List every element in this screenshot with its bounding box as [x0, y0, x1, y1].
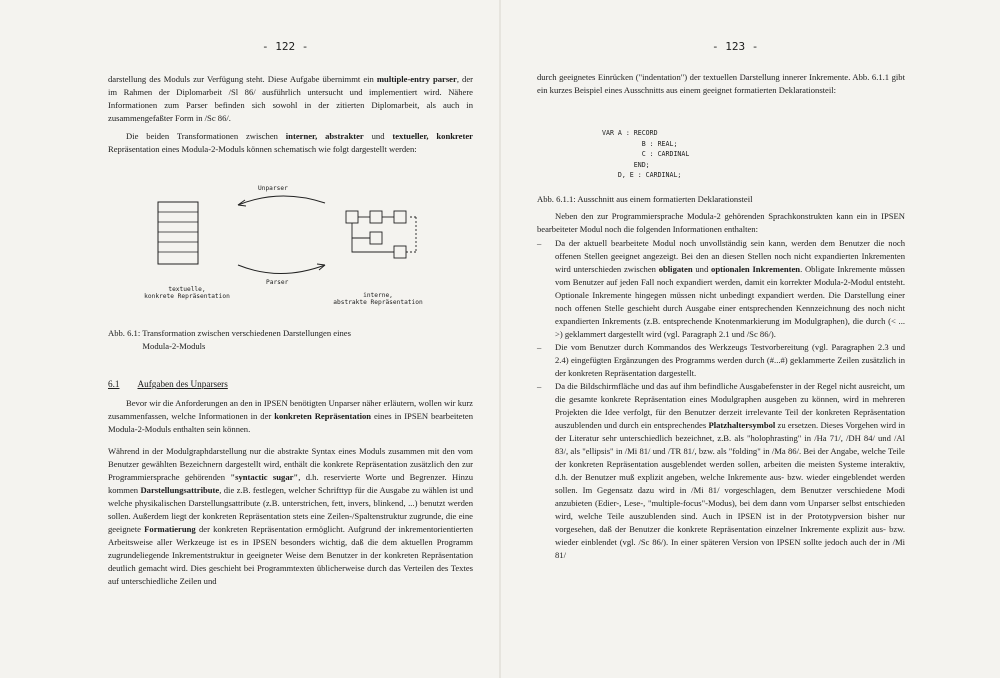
code-example: VAR A : RECORD B : REAL; C : CARDINAL END; D, E : CARDINAL; — [602, 129, 690, 179]
page-number: - 122 - — [262, 40, 309, 53]
textual-representation-label: textuelle, konkrete Repräsentation — [144, 286, 230, 300]
paragraph: Während in der Modulgraphdarstellung nur die abstrakte Syntax eines Moduls zusammen mit den vom Benutzer gewählten Bezeichnern dargestellt wird, enthält die konkrete Repräsentation zusätzlich den zur Programmiersprache gehörenden "syntactic sugar", d.h. reservierte Worte und Begrenzer. Hinzu kommen Darstellungsattribute, die z.B. festlegen, welcher Schrifttyp für die Ausgabe zu wählen ist und welche physikalischen Darstellungsattribute (z.B. unterstrichen, fett, invers, blinkend, ...) benutzt werden sollen. Außerdem liegt der konkreten Repräsentation stets eine Zeilen-/Spaltenstruktur zugrunde, die eine geeignete Formatierung der konkreten Repräsentation ermöglicht. Aufgrund der inkrementorientierten Arbeitsweise aller Werkzeuge ist es in IPSEN besonders wichtig, daß die dem aktuellen Programm zugrundeliegende Inkrementstruktur in geeigneter Weise dem Benutzer in der konkreten Repräsentation deutlich gemacht wird. Dies geschieht bei Programmtexten üblicherweise durch das Verteilen des Textes auf unterschiedliche Zeilen und — [108, 446, 473, 586]
text-lines-icon — [158, 202, 198, 264]
list-item: – Da der aktuell bearbeitete Modul noch unvollständig sein kann, werden dem Benutzer die noch offenen Stellen geeignet angezeigt. Bei den an diesen Stellen noch nicht expandierten Inkrementen wird unterschieden zwischen obligaten und optionalen Inkrementen. Obligate Inkremente müssen vom Benutzer auf jeden Fall noch expandiert werden, damit ein korrekter Modula-2-Modul entsteht. Optionale Inkremente hingegen müssen nicht unbedingt expandiert werden. Die Darstellung einer noch offenen Stelle geschieht durch Ausgabe einer entsprechenden Kennzeichnung des noch nicht expandierten Inkrements (z.B. entsprechende Knotenmarkierung im Modulgraphen), die durch (< ... >) geklammert dargestellt wird (vgl. Paragraph 2.1 und /Sc 86/). — [537, 237, 905, 341]
graph-icon — [346, 211, 416, 258]
section-heading — [108, 379, 246, 389]
paragraph: durch geeignetes Einrücken ("indentation") der textuellen Darstellung innerer Inkremente. Abb. 6.1.1 gibt ein kurzes Beispiel eines Ausschnitts aus einem geeignet formatierten Deklarationsteil: — [537, 72, 905, 95]
unparser-label: Unparser — [258, 185, 288, 192]
bullet-list — [537, 237, 905, 562]
figure-caption: Abb. 6.1.1: Ausschnitt aus einem formatierten Deklarationsteil — [537, 194, 753, 204]
list-item: – Da die Bildschirmfläche und das auf ihm befindliche Ausgabefenster in der Regel nicht ausreicht, um die gesamte konkrete Repräsentation eines Modulgraphen ausgeben zu können, wird in mehreren Projekten die Idee verfolgt, für den Benutzer derzeit irrelevante Teil der konkreten Repräsentation auszublenden und durch ein entsprechendes Platzhaltersymbol zu ersetzen. Dieses Vorgehen wird in der Literatur sehr unterschiedlich bezeichnet, z.B. als "holophrasting" in /Ha 71/, /DH 84/ und /Al 83/, als "ellipsis" in /Mi 81/ und /TR 81/, bzw. als "folding" in /Ma 86/. Bei der Angabe, welche Teile der konkreten Repräsentation ausgeblendet werden sollen, arbeiten die meisten Systeme interaktiv, d.h. der Benutzer muß explizit angeben, welche Inkremente aus- bzw. wieder eingeblendet werden sollen. Im Gegensatz dazu wird in /Mi 81/ vorgeschlagen, dem Benutzer verschiedene Modi anzubieten (Edier-, Lese-, "multiple-focus"-Modus), bei dem dann vom Unparser selbst entschieden wird, welche Teile auszublenden sind. Auch in IPSEN ist in der Prototypversion bisher nur vorgesehen, daß der Benutzer die konkrete Repräsentation einzelner Inkremente explizit aus- bzw. wieder einblendet (vgl. /Sc 86/). In einer späteren Version von IPSEN sollte jedoch auch der in /Mi 81/ — [537, 380, 905, 562]
paragraph: Die beiden Transformationen zwischen interner, abstrakter und textueller, konkreter Repräsentation eines Modula-2-Moduls können schematisch wie folgt dargestellt werden: — [108, 131, 473, 154]
section-number: 6.1 — [108, 379, 120, 389]
unparser-arrow — [238, 196, 325, 205]
page-number: - 123 - — [712, 40, 759, 53]
list-item: – Die vom Benutzer durch Kommandos des Werkzeugs Testvorbereitung (vgl. Paragraphen 2.3 und 2.4) eingefügten Ergänzungen des Programms werden durch (#...#) geklammerte Zeilen zusätzlich in der konkreten Repräsentation dargestellt. — [537, 341, 905, 380]
parser-arrow — [238, 265, 325, 274]
paragraph: Neben den zur Programmiersprache Modula-2 gehörenden Sprachkonstrukten kann ein in IPSEN bearbeiteter Modul noch die folgenden Informationen enthalten: — [537, 211, 905, 234]
figure-caption: Abb. 6.1: Transformation zwischen verschiedenen Darstellungen eines Modula-2-Moduls — [108, 328, 351, 351]
paragraph: Bevor wir die Anforderungen an den in IPSEN benötigten Unparser näher erläutern, wollen wir kurz zusammenfassen, welche Informationen in der konkreten Repräsentation eines in IPSEN bearbeiteten Modula-2-Moduls enthalten sein können. — [108, 398, 473, 434]
section-title: Aufgaben des Unparsers — [137, 379, 228, 389]
paragraph: darstellung des Moduls zur Verfügung steht. Diese Aufgabe übernimmt ein multiple-entry parser, der im Rahmen der Diplomarbeit /Sl 86/ ausführlich untersucht und implementiert wird. Nähere Informationen zum Parser befinden sich sowohl in der zitierten Diplomarbeit, als auch in zusammengefaßter Form in /Sc 86/. — [108, 74, 473, 123]
internal-representation-label: interne, abstrakte Repräsentation — [333, 292, 423, 306]
parser-label: Parser — [266, 279, 289, 286]
right-page — [500, 0, 1000, 678]
